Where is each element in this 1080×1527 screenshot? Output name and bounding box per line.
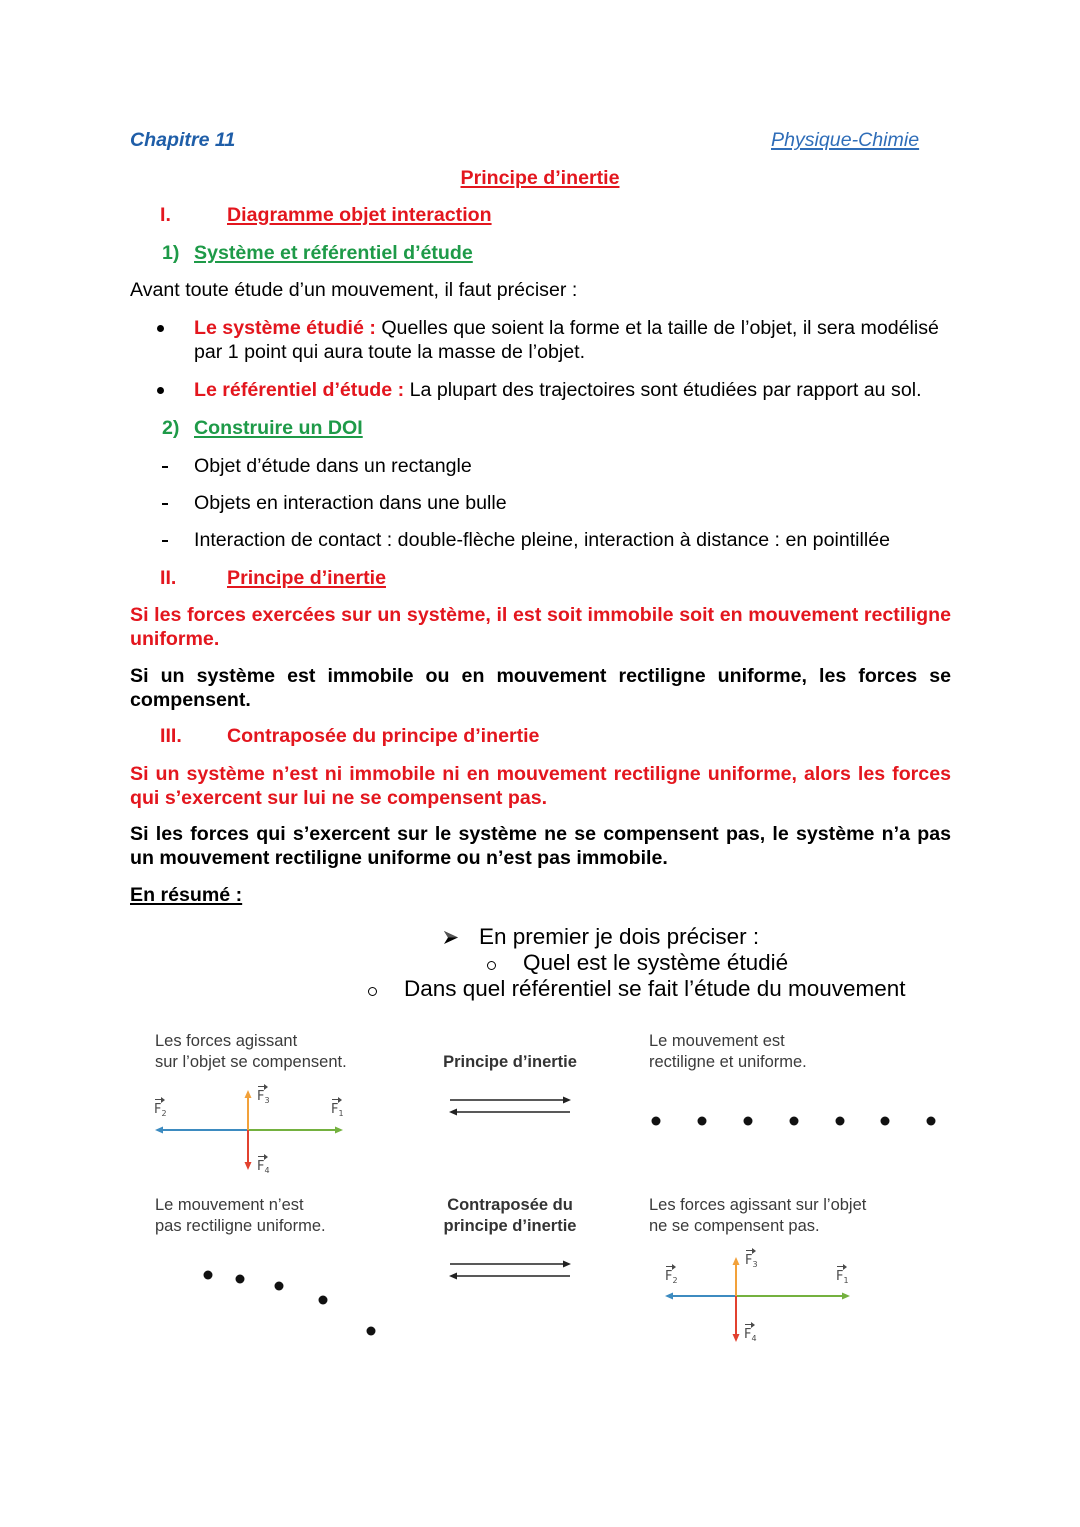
force-diagram-non-compensated — [655, 1245, 865, 1350]
force-arrow-f2 — [155, 1127, 248, 1134]
bullet-icon — [157, 325, 164, 332]
subsection-2-title: Construire un DOI — [194, 417, 363, 439]
position-dot — [367, 1327, 376, 1336]
list-item — [194, 378, 966, 402]
dash-icon — [162, 466, 168, 468]
force-arrow-f4 — [245, 1130, 252, 1170]
caption-line: rectiligne et uniforme. — [649, 1053, 807, 1071]
bullet-text: La plupart des trajectoires sont étudiées par rapport au sol. — [409, 379, 922, 401]
statement-red: Si les forces exercées sur un système, il est soit immobile soit en mouvement rectiligne uniforme. — [130, 604, 951, 650]
position-dot — [744, 1117, 753, 1126]
subject-label: Physique-Chimie — [771, 129, 920, 151]
force-arrow-f3 — [733, 1257, 740, 1296]
position-dot — [927, 1117, 936, 1126]
bullet-term: Le référentiel d’étude : — [194, 379, 405, 401]
page-title: Principe d’inertie — [460, 167, 620, 189]
list-item — [194, 316, 966, 364]
section-1-title: Diagramme objet interaction — [227, 204, 492, 226]
contrapositive-label — [425, 1195, 595, 1237]
non-uniform-motion-caption — [155, 1195, 326, 1237]
vector-arrow-icon — [258, 1156, 265, 1157]
vector-arrow-icon — [746, 1250, 753, 1251]
force-arrow-f1 — [248, 1127, 343, 1134]
caption-line: Les forces agissant sur l’objet — [649, 1196, 867, 1214]
statement-black: Si un système est immobile ou en mouvement rectiligne uniforme, les forces se compensent. — [130, 665, 951, 711]
caption-line: Les forces agissant — [155, 1032, 298, 1050]
position-dot — [204, 1271, 213, 1280]
position-dot — [319, 1296, 328, 1305]
caption-line: sur l’objet se compensent. — [155, 1053, 347, 1071]
position-dot — [881, 1117, 890, 1126]
vector-arrow-icon — [666, 1266, 673, 1267]
section-3-numeral: III. — [160, 725, 182, 747]
list-item: Objet d’étude dans un rectangle — [194, 455, 472, 477]
force-arrow-f3 — [245, 1090, 252, 1130]
compensated-forces-caption — [155, 1031, 347, 1073]
subsection-1-number: 1) — [162, 242, 180, 264]
vector-arrow-icon — [155, 1099, 162, 1100]
double-arrow-icon — [445, 1092, 575, 1120]
summary-heading: En résumé : — [130, 884, 243, 906]
intro-text: Avant toute étude d’un mouvement, il faut préciser : — [130, 279, 578, 301]
section-2-title: Principe d’inertie — [227, 567, 386, 589]
caption-line: pas rectiligne uniforme. — [155, 1217, 326, 1235]
vector-arrow-icon — [258, 1086, 265, 1087]
arrow-bullet-icon — [443, 930, 459, 945]
dash-icon — [162, 503, 168, 505]
force-arrow-f1 — [736, 1293, 850, 1300]
section-1-numeral: I. — [160, 204, 171, 226]
uniform-motion-caption — [649, 1031, 807, 1073]
double-arrow-icon — [445, 1256, 575, 1284]
uniform-motion-chronophotography — [640, 1110, 950, 1132]
list-item: Interaction de contact : double-flèche pleine, interaction à distance : en pointillée — [194, 529, 891, 551]
circle-bullet-icon — [368, 987, 377, 996]
force-label-f3: $F_3$ — [257, 1090, 270, 1103]
force-label-f4: $F_4$ — [744, 1328, 757, 1341]
force-label-f3: $F_3$ — [745, 1254, 758, 1267]
subsection-2-number: 2) — [162, 417, 180, 439]
bullet-text: Quelles que soient la forme et la taille de l’objet, il sera modélisé par 1 point qui aura toute la masse de l’objet. — [194, 317, 939, 363]
non-compensated-forces-caption — [649, 1195, 866, 1237]
position-dot — [652, 1117, 661, 1126]
caption-line: Le mouvement n’est — [155, 1196, 304, 1214]
force-label-f4: $F_4$ — [257, 1160, 270, 1173]
force-arrow-f4 — [733, 1296, 740, 1342]
bullet-icon — [157, 387, 164, 394]
position-dot — [790, 1117, 799, 1126]
force-arrow-f2 — [665, 1293, 736, 1300]
section-2-numeral: II. — [160, 567, 177, 589]
bullet-term: Le système étudié : — [194, 317, 376, 339]
position-dot — [275, 1282, 284, 1291]
force-label-f2: $F_2$ — [154, 1103, 167, 1116]
vector-arrow-icon — [332, 1099, 339, 1100]
position-dot — [236, 1275, 245, 1284]
summary-sub-item: Quel est le système étudié — [523, 950, 789, 975]
dash-icon — [162, 540, 168, 542]
summary-first-step: En premier je dois préciser : — [479, 924, 760, 949]
non-uniform-motion-chronophotography — [195, 1262, 385, 1344]
summary-sub-item: Dans quel référentiel se fait l’étude du mouvement — [404, 976, 906, 1001]
vector-arrow-icon — [745, 1324, 752, 1325]
position-dot — [698, 1117, 707, 1126]
principle-label: Principe d’inertie — [443, 1053, 577, 1071]
position-dot — [836, 1117, 845, 1126]
force-label-f1: $F_1$ — [836, 1270, 849, 1283]
caption-line: Le mouvement est — [649, 1032, 785, 1050]
force-label-f1: $F_1$ — [331, 1103, 344, 1116]
force-diagram-compensated — [140, 1078, 360, 1183]
label-line: principe d’inertie — [443, 1217, 577, 1235]
circle-bullet-icon — [487, 961, 496, 970]
section-3-title: Contraposée du principe d’inertie — [227, 725, 540, 747]
list-item: Objets en interaction dans une bulle — [194, 492, 507, 514]
subsection-1-title: Système et référentiel d’étude — [194, 242, 473, 264]
statement-black: Si les forces qui s’exercent sur le système ne se compensent pas, le système n’a pas un mouvement rectiligne uniforme ou n’est pas immobile. — [130, 823, 951, 869]
vector-arrow-icon — [837, 1266, 844, 1267]
chapter-label: Chapitre 11 — [130, 129, 236, 151]
caption-line: ne se compensent pas. — [649, 1217, 820, 1235]
label-line: Contraposée du — [447, 1196, 573, 1214]
statement-red: Si un système n’est ni immobile ni en mouvement rectiligne uniforme, alors les forces qui s’exercent sur lui ne se compensent pas. — [130, 763, 951, 809]
force-label-f2: $F_2$ — [665, 1270, 678, 1283]
